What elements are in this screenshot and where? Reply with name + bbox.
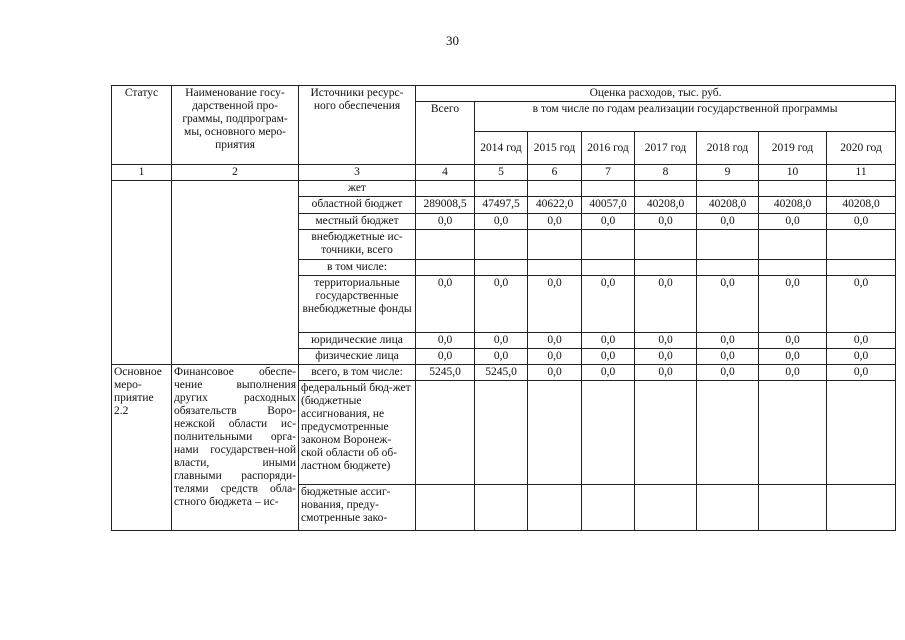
value-cell: 0,0 — [697, 214, 759, 230]
header-status: Статус — [112, 86, 172, 165]
col-number: 6 — [528, 165, 582, 181]
col-number: 3 — [299, 165, 416, 181]
year-2014: 2014 год — [475, 132, 528, 165]
value-cell: 0,0 — [759, 214, 827, 230]
status-cell-empty — [112, 181, 172, 365]
value-cell — [416, 485, 475, 531]
value-cell — [697, 181, 759, 197]
value-cell — [697, 230, 759, 260]
year-2017: 2017 год — [635, 132, 697, 165]
value-cell — [528, 230, 582, 260]
source-cell: местный бюджет — [299, 214, 416, 230]
value-cell — [582, 381, 635, 485]
value-cell — [528, 381, 582, 485]
value-cell — [697, 381, 759, 485]
value-cell: 0,0 — [697, 349, 759, 365]
header-sources: Источники ресурс-ного обеспечения — [299, 86, 416, 165]
value-cell: 0,0 — [827, 214, 896, 230]
col-number: 9 — [697, 165, 759, 181]
value-cell — [528, 181, 582, 197]
value-cell: 5245,0 — [416, 365, 475, 381]
value-cell: 0,0 — [759, 365, 827, 381]
value-cell: 0,0 — [697, 276, 759, 333]
value-cell: 0,0 — [582, 214, 635, 230]
year-2016: 2016 год — [582, 132, 635, 165]
col-number: 8 — [635, 165, 697, 181]
source-cell: юридические лица — [299, 333, 416, 349]
value-cell — [759, 485, 827, 531]
value-cell: 47497,5 — [475, 197, 528, 214]
value-cell: 40208,0 — [697, 197, 759, 214]
value-cell: 0,0 — [827, 365, 896, 381]
source-cell: внебюджетные ис-точники, всего — [299, 230, 416, 260]
value-cell — [697, 260, 759, 276]
activity-status: Основное меро-приятие 2.2 — [112, 365, 172, 531]
header-total: Всего — [416, 102, 475, 165]
column-number-row — [112, 165, 896, 181]
value-cell — [582, 485, 635, 531]
value-cell: 40622,0 — [528, 197, 582, 214]
value-cell — [475, 181, 528, 197]
value-cell — [416, 381, 475, 485]
value-cell — [475, 260, 528, 276]
value-cell — [475, 485, 528, 531]
value-cell: 0,0 — [827, 349, 896, 365]
value-cell — [827, 181, 896, 197]
name-cell-empty — [172, 181, 299, 365]
value-cell: 0,0 — [759, 333, 827, 349]
value-cell — [827, 260, 896, 276]
page-number: 30 — [446, 33, 459, 48]
value-cell: 0,0 — [582, 333, 635, 349]
value-cell — [635, 230, 697, 260]
year-2019: 2019 год — [759, 132, 827, 165]
source-cell: федеральный бюд-жет (бюджетные ассигнования, не предусмотренные законом Воронеж-ской области об об-ластном бюджете) — [299, 381, 416, 485]
value-cell: 0,0 — [528, 333, 582, 349]
value-cell — [582, 181, 635, 197]
source-cell: территориальные государственные внебюджетные фонды — [299, 276, 416, 333]
value-cell: 40208,0 — [827, 197, 896, 214]
value-cell: 0,0 — [697, 333, 759, 349]
value-cell: 0,0 — [759, 276, 827, 333]
value-cell — [759, 260, 827, 276]
value-cell — [827, 381, 896, 485]
value-cell — [635, 485, 697, 531]
value-cell: 0,0 — [635, 365, 697, 381]
value-cell — [582, 230, 635, 260]
col-number: 4 — [416, 165, 475, 181]
source-cell: жет — [299, 181, 416, 197]
header-name: Наименование госу-дарственной про-граммы, подпрограм-мы, основного меро-приятия — [172, 86, 299, 165]
value-cell: 0,0 — [635, 333, 697, 349]
value-cell: 0,0 — [697, 365, 759, 381]
value-cell: 0,0 — [416, 214, 475, 230]
value-cell: 289008,5 — [416, 197, 475, 214]
col-number: 2 — [172, 165, 299, 181]
source-cell: в том числе: — [299, 260, 416, 276]
value-cell — [416, 181, 475, 197]
value-cell — [759, 230, 827, 260]
activity-name: Финансовое обеспе-чение выполнения других расходных обязательств Воро-нежской области ис-полнительными орга-нами государствен-ной власти, иными главными распоряди-телями средств обла-стного бюджета – ис- — [172, 365, 299, 531]
value-cell: 0,0 — [475, 214, 528, 230]
value-cell: 0,0 — [528, 276, 582, 333]
source-cell: всего, в том числе: — [299, 365, 416, 381]
value-cell: 0,0 — [416, 333, 475, 349]
value-cell: 0,0 — [528, 214, 582, 230]
header-estimate: Оценка расходов, тыс. руб. — [416, 86, 896, 102]
value-cell: 0,0 — [475, 276, 528, 333]
value-cell — [635, 260, 697, 276]
value-cell — [697, 485, 759, 531]
value-cell: 0,0 — [635, 214, 697, 230]
budget-table — [111, 85, 896, 531]
value-cell: 0,0 — [528, 349, 582, 365]
col-number: 7 — [582, 165, 635, 181]
value-cell: 5245,0 — [475, 365, 528, 381]
value-cell: 0,0 — [528, 365, 582, 381]
value-cell: 0,0 — [582, 365, 635, 381]
value-cell: 40057,0 — [582, 197, 635, 214]
source-cell: физические лица — [299, 349, 416, 365]
value-cell — [827, 230, 896, 260]
value-cell: 0,0 — [416, 349, 475, 365]
value-cell — [416, 230, 475, 260]
value-cell — [528, 485, 582, 531]
value-cell: 40208,0 — [635, 197, 697, 214]
value-cell — [475, 381, 528, 485]
value-cell: 0,0 — [635, 276, 697, 333]
value-cell — [635, 181, 697, 197]
col-number: 11 — [827, 165, 896, 181]
value-cell — [416, 260, 475, 276]
table-row — [112, 181, 896, 197]
value-cell — [759, 381, 827, 485]
table-row — [112, 365, 896, 381]
year-2018: 2018 год — [697, 132, 759, 165]
value-cell: 0,0 — [827, 276, 896, 333]
value-cell — [827, 485, 896, 531]
header-row-1 — [112, 86, 896, 102]
source-cell: областной бюджет — [299, 197, 416, 214]
value-cell — [475, 230, 528, 260]
col-number: 5 — [475, 165, 528, 181]
source-cell: бюджетные ассиг-нования, преду-смотренные зако- — [299, 485, 416, 531]
value-cell — [635, 381, 697, 485]
value-cell: 0,0 — [582, 276, 635, 333]
year-2020: 2020 год — [827, 132, 896, 165]
value-cell: 0,0 — [475, 349, 528, 365]
col-number: 1 — [112, 165, 172, 181]
value-cell — [528, 260, 582, 276]
value-cell: 40208,0 — [759, 197, 827, 214]
value-cell: 0,0 — [582, 349, 635, 365]
header-by-years: в том числе по годам реализации государственной программы — [475, 102, 896, 132]
value-cell: 0,0 — [759, 349, 827, 365]
year-2015: 2015 год — [528, 132, 582, 165]
value-cell: 0,0 — [827, 333, 896, 349]
value-cell: 0,0 — [475, 333, 528, 349]
value-cell: 0,0 — [416, 276, 475, 333]
col-number: 10 — [759, 165, 827, 181]
value-cell: 0,0 — [635, 349, 697, 365]
value-cell — [582, 260, 635, 276]
value-cell — [759, 181, 827, 197]
